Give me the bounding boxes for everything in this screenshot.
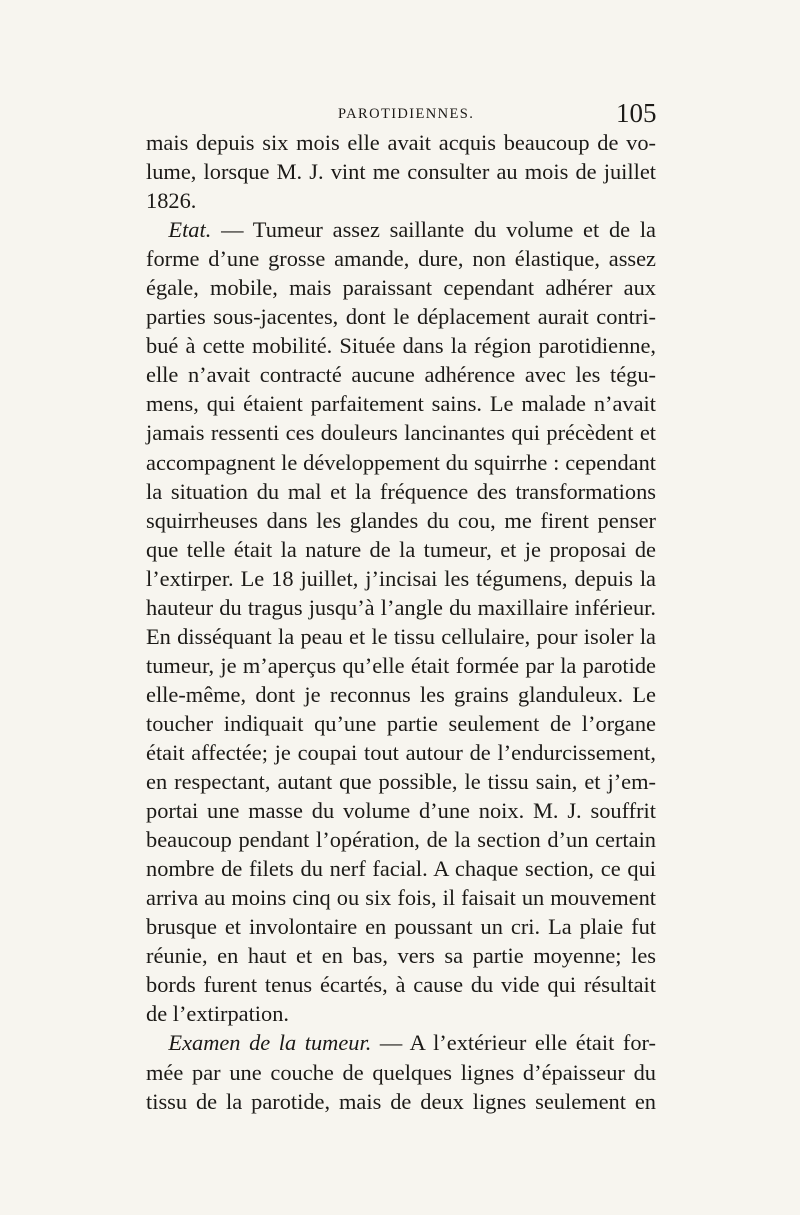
text-line: Etat. — Tumeur assez saillante du volume et de la	[168, 217, 656, 243]
text-line: tumeur, je m’aperçus qu’elle était formée par la parotide	[146, 652, 656, 678]
text-line: elle-même, dont je reconnus les grains glanduleux. Le	[146, 681, 656, 707]
text-line: mée par une couche de quelques lignes d’épaisseur du	[146, 1059, 656, 1085]
text-line: en respectant, autant que possible, le tissu sain, et j’em-	[146, 769, 656, 795]
text-line: parties sous-jacentes, dont le déplacement aurait contri-	[146, 304, 656, 330]
text-line: Examen de la tumeur. — A l’extérieur elle était for-	[168, 1030, 656, 1056]
section-heading: Etat.	[168, 217, 212, 243]
running-head	[0, 98, 800, 132]
text-line: nombre de filets du nerf facial. A chaque section, ce qui	[146, 856, 656, 882]
text-line: de l’extirpation.	[146, 1001, 290, 1027]
text-line: portai une masse du volume d’une noix. M. J. souffrit	[146, 798, 656, 824]
text-line: mens, qui étaient parfaitement sains. Le malade n’avait	[146, 391, 656, 417]
text-line: hauteur du tragus jusqu’à l’angle du maxillaire inférieur.	[146, 594, 656, 620]
text-line: égale, mobile, mais paraissant cependant adhérer aux	[146, 275, 656, 301]
text-line: 1826.	[146, 188, 197, 214]
text-line: la situation du mal et la fréquence des transformations	[146, 478, 656, 504]
running-title: PAROTIDIENNES.	[338, 106, 475, 122]
text-line: était affectée; je coupai tout autour de l’endurcissement,	[146, 739, 656, 765]
text-line: tissu de la parotide, mais de deux lignes seulement en	[146, 1088, 656, 1114]
section-heading: Examen de la tumeur.	[168, 1030, 372, 1056]
text-line: brusque et involontaire en poussant un cri. La plaie fut	[146, 914, 656, 940]
text-line: que telle était la nature de la tumeur, et je proposai de	[146, 536, 656, 562]
body-text	[146, 128, 656, 1116]
page-number: 105	[616, 98, 657, 128]
text-line: En disséquant la peau et le tissu cellulaire, pour isoler la	[146, 623, 656, 649]
text-line: elle n’avait contracté aucune adhérence avec les tégu-	[146, 362, 656, 388]
text-line: réunie, en haut et en bas, vers sa partie moyenne; les	[146, 943, 656, 969]
text-line: lume, lorsque M. J. vint me consulter au mois de juillet	[146, 159, 656, 185]
text-line: arriva au moins cinq ou six fois, il faisait un mouvement	[146, 885, 656, 911]
text-line: accompagnent le développement du squirrhe : cependant	[146, 449, 656, 475]
text-line: forme d’une grosse amande, dure, non élastique, assez	[146, 246, 656, 272]
text-line: jamais ressenti ces douleurs lancinantes qui précèdent et	[146, 420, 656, 446]
text-line: mais depuis six mois elle avait acquis beaucoup de vo-	[146, 130, 656, 155]
text-line: bué à cette mobilité. Située dans la région parotidienne,	[146, 333, 656, 359]
text-line: beaucoup pendant l’opération, de la section d’un certain	[146, 827, 656, 853]
text-line: bords furent tenus écartés, à cause du vide qui résultait	[146, 972, 656, 998]
text-line: toucher indiquait qu’une partie seulement de l’organe	[146, 710, 656, 736]
text-line: squirrheuses dans les glandes du cou, me firent penser	[146, 507, 656, 533]
text-line: l’extirper. Le 18 juillet, j’incisai les tégumens, depuis la	[146, 565, 656, 591]
